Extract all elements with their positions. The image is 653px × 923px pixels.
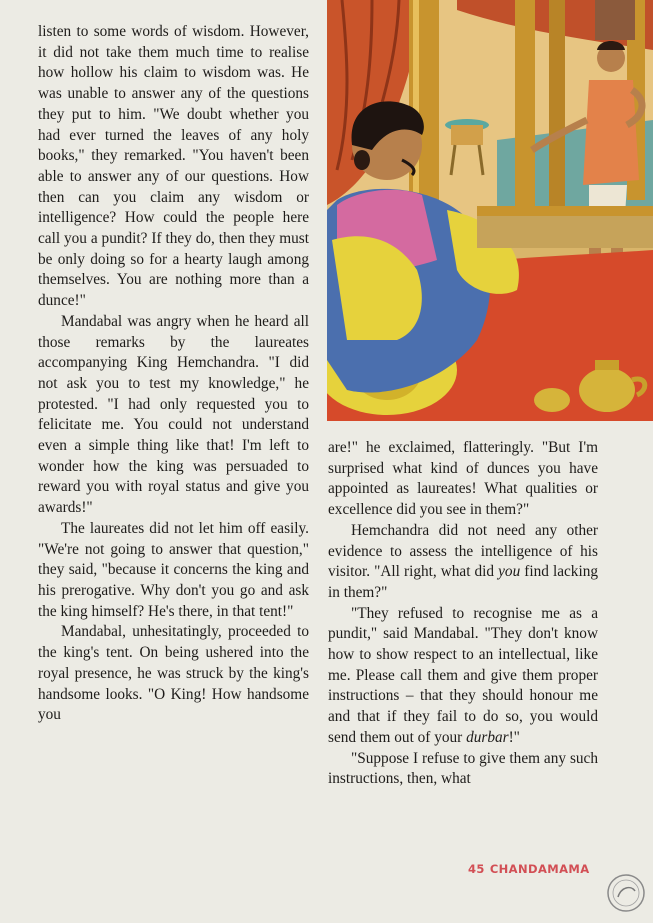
right-column — [328, 438, 598, 790]
paragraph: listen to some words of wisdom. However, it did not take them much time to realise how hollow his claim to wisdom was. He was unable to answer any of the questions they put to him. "We doubt whether you had ever turned the leaves of any holy books," they remarked. "You haven't been able to answer any of our questions. How then can you claim any wisdom or intelligence? How could the people here call you a pundit? If they do, then they must be only doing so for a hearty laugh among themselves. You are nothing more than a dunce!" — [38, 23, 309, 310]
paragraph: Mandabal was angry when he heard all those remarks by the laureates accompanying King Hemchandra. "I did not ask you to test my knowledge," he protested. "I had only requested you to felicitate me. You could not understand even a simple thing like that! I'm left to wonder how the king was persuaded to reward you with royal status and give you awards!" — [38, 312, 309, 517]
paragraph: The laureates did not let him off easily. "We're not going to answer that question," they said, "because it concerns the king and his prerogative. Why don't you go and ask the king himself? He's there, in that tent!" — [38, 519, 309, 620]
page-number: 45 — [468, 862, 485, 876]
paragraph: "They refused to recognise me as a pundit," said Mandabal. "They don't know how to show respect to an intellectual, like me. Please call them and give them proper instructions – that they should honour me and that if they fail to do so, you would send them out of your durbar!" — [328, 604, 598, 746]
story-illustration — [327, 0, 653, 421]
paragraph: Hemchandra did not need any other evidence to assess the intelligence of his visitor. "All right, what did you find lacking in them?" — [328, 521, 598, 601]
king-and-visitor-illustration — [327, 0, 653, 421]
paragraph: "Suppose I refuse to give them any such instructions, then, what — [328, 749, 598, 788]
paragraph: Mandabal, unhesitatingly, proceeded to the king's tent. On being ushered into the royal presence, he was struck by the king's handsome looks. "O King! How handsome you — [38, 623, 309, 724]
magazine-name: CHANDAMAMA — [489, 862, 590, 876]
library-stamp-icon — [606, 873, 646, 913]
left-column — [38, 22, 309, 726]
paragraph: are!" he exclaimed, flatteringly. "But I'm surprised what kind of dunces you have appointed as laureates! What qualities or excellence did you see in them?" — [328, 439, 598, 519]
page-footer — [468, 862, 590, 876]
